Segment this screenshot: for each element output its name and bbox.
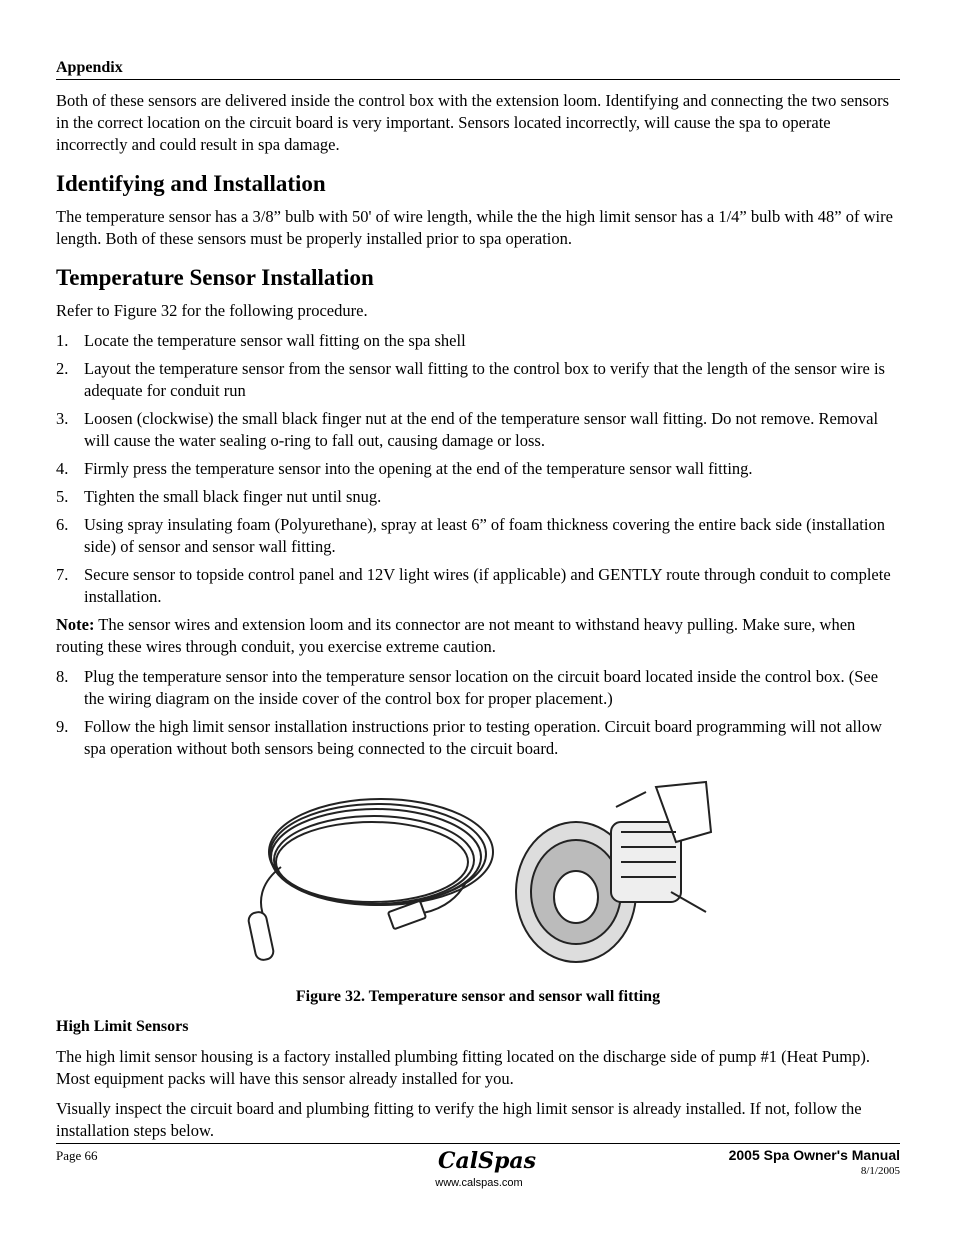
page-number: Page 66 bbox=[56, 1148, 98, 1163]
logo-text: CalSpas bbox=[438, 1148, 537, 1174]
content bbox=[56, 90, 900, 1150]
note-text: The sensor wires and extension loom and its connector are not meant to withstand heavy pulling. Make sure, when routing these wires through conduit, you exercise extreme caution. bbox=[56, 615, 856, 656]
step-number: 1. bbox=[56, 331, 69, 350]
steps-list-a bbox=[56, 330, 900, 608]
figure-32 bbox=[56, 772, 900, 982]
figure-caption: Figure 32. Temperature sensor and sensor wall fitting bbox=[295, 988, 661, 1005]
step-text: Firmly press the temperature sensor into the opening at the end of the temperature sensor wall fitting. bbox=[84, 459, 753, 478]
section-heading-high-limit: High Limit Sensors bbox=[56, 1018, 189, 1035]
footer-right bbox=[729, 1147, 900, 1177]
section-heading-temp-install: Temperature Sensor Installation bbox=[56, 265, 374, 290]
procedure-lead: Refer to Figure 32 for the following procedure. bbox=[56, 301, 368, 320]
logo-mark bbox=[434, 1148, 537, 1174]
list-item bbox=[56, 564, 900, 608]
step-number: 8. bbox=[56, 667, 69, 686]
step-text: Loosen (clockwise) the small black finger nut at the end of the temperature sensor wall fitting. Do not remove. Removal will cause the water sealing o-ring to fall out, causing damage or loss. bbox=[84, 409, 879, 450]
step-number: 6. bbox=[56, 515, 69, 534]
list-item bbox=[56, 486, 900, 508]
step-text: Plug the temperature sensor into the temperature sensor location on the circuit board located inside the control box. (See the wiring diagram on the inside cover of the control box for proper placement.) bbox=[84, 667, 879, 708]
wall-fitting-drawing bbox=[516, 782, 711, 962]
website-url: www.calspas.com bbox=[435, 1177, 523, 1189]
list-item bbox=[56, 666, 900, 710]
step-text: Layout the temperature sensor from the sensor wall fitting to the control box to verify that the length of the sensor wire is adequate for conduit run bbox=[84, 359, 885, 400]
page-footer bbox=[56, 1143, 900, 1194]
list-item bbox=[56, 514, 900, 558]
step-number: 3. bbox=[56, 409, 69, 428]
step-text: Secure sensor to topside control panel and 12V light wires (if applicable) and GENTLY route through conduit to complete installation. bbox=[84, 565, 891, 606]
sensor-illustration bbox=[56, 772, 900, 982]
list-item bbox=[56, 358, 900, 402]
step-number: 9. bbox=[56, 717, 69, 736]
list-item bbox=[56, 330, 900, 352]
temperature-sensor-drawing bbox=[247, 799, 493, 961]
section-heading-identifying: Identifying and Installation bbox=[56, 171, 326, 196]
step-text: Locate the temperature sensor wall fitting on the spa shell bbox=[84, 331, 466, 350]
high-limit-paragraph-2: Visually inspect the circuit board and plumbing fitting to verify the high limit sensor is already installed. If not, follow the installation steps below. bbox=[56, 1099, 862, 1140]
step-text: Using spray insulating foam (Polyurethane), spray at least 6” of foam thickness covering the entire back side (installation side) of sensor and sensor wall fitting. bbox=[84, 515, 885, 556]
intro-paragraph: Both of these sensors are delivered inside the control box with the extension loom. Identifying and connecting the two sensors in the correct location on the circuit board is very important. Sensors located incorrectly, will cause the spa to operate incorrectly and could result in spa damage. bbox=[56, 91, 890, 154]
step-number: 4. bbox=[56, 459, 69, 478]
list-item bbox=[56, 716, 900, 760]
step-text: Follow the high limit sensor installation instructions prior to testing operation. Circuit board programming will not allow spa operation without both sensors being connected to the circuit board. bbox=[84, 717, 882, 758]
page-header bbox=[56, 59, 900, 80]
note-label: Note: bbox=[56, 615, 95, 634]
step-number: 5. bbox=[56, 487, 69, 506]
step-number: 2. bbox=[56, 359, 69, 378]
high-limit-paragraph-1: The high limit sensor housing is a factory installed plumbing fitting located on the discharge side of pump #1 (Heat Pump). Most equipment packs will have this sensor already installed for you. bbox=[56, 1047, 871, 1088]
steps-list-b bbox=[56, 666, 900, 760]
step-number: 7. bbox=[56, 565, 69, 584]
header-title: Appendix bbox=[56, 59, 123, 76]
manual-date: 8/1/2005 bbox=[860, 1165, 900, 1177]
list-item bbox=[56, 458, 900, 480]
list-item bbox=[56, 408, 900, 452]
calspas-logo bbox=[424, 1148, 537, 1189]
note-paragraph bbox=[56, 614, 900, 658]
manual-title: 2005 Spa Owner's Manual bbox=[728, 1147, 900, 1163]
identifying-paragraph: The temperature sensor has a 3/8” bulb with 50' of wire length, while the the high limit sensor has a 1/4” bulb with 48” of wire length. Both of these sensors must be properly installed prior to spa operation. bbox=[56, 207, 893, 248]
step-text: Tighten the small black finger nut until snug. bbox=[84, 487, 382, 506]
